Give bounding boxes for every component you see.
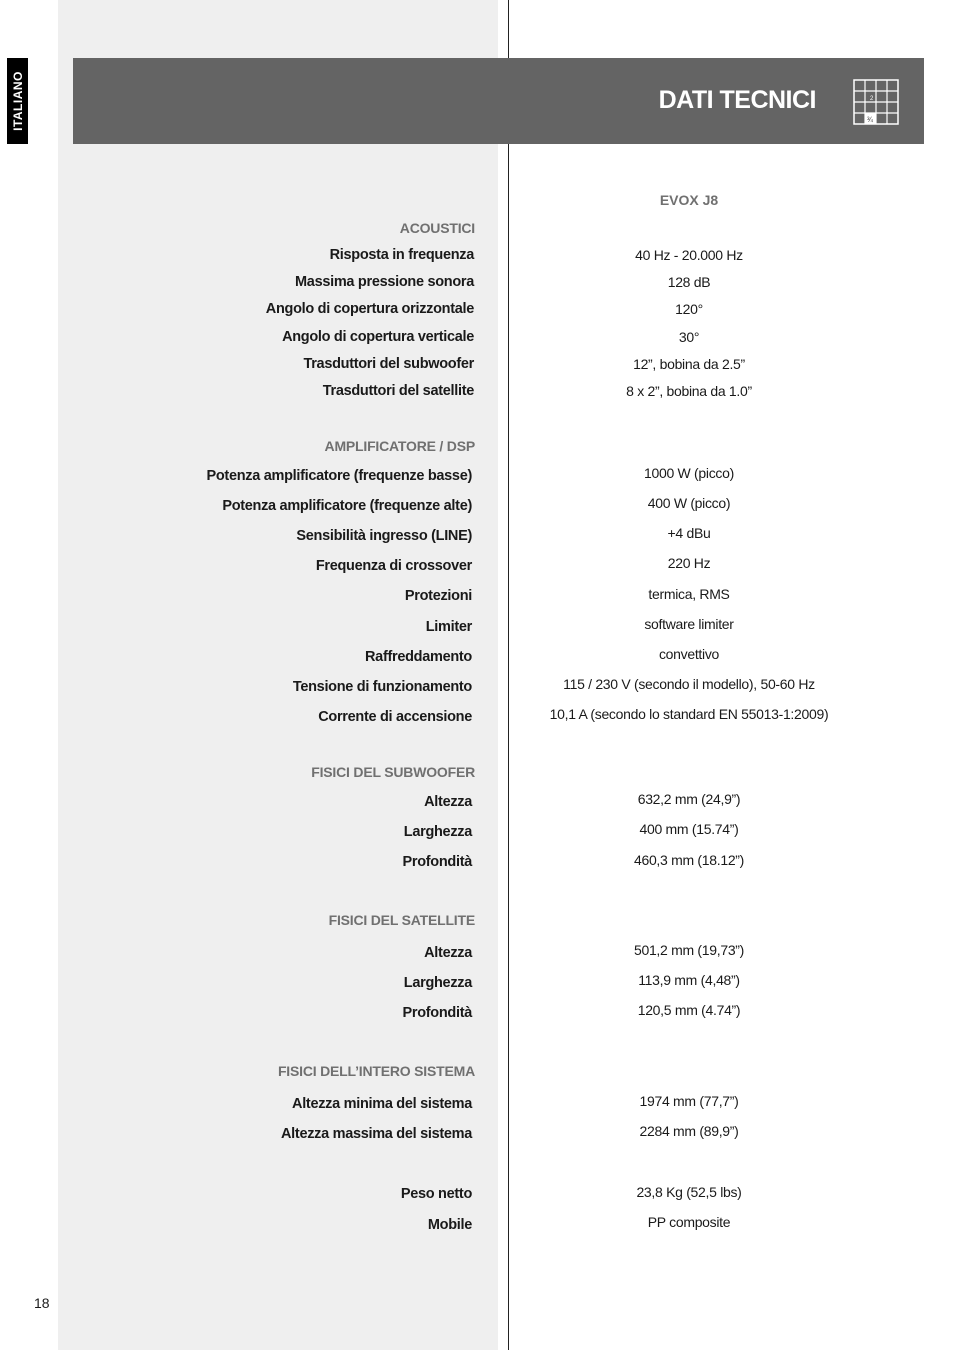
spec-value: 501,2 mm (19,73”) [633, 942, 745, 958]
spec-label: Sensibilità ingresso (LINE) [296, 528, 472, 544]
spec-label: Mobile [427, 1217, 472, 1233]
spec-value: 2284 mm (89,9”) [639, 1123, 739, 1139]
spec-label: Trasduttori del subwoofer [303, 356, 474, 372]
spec-value: 128 dB [667, 274, 711, 290]
spec-value: 23,8 Kg (52,5 lbs) [636, 1184, 742, 1200]
page-number: 18 [34, 1295, 50, 1311]
left-column-background [58, 0, 498, 1350]
spec-value: 120,5 mm (4.74”) [637, 1002, 741, 1018]
grid-table-icon [853, 79, 899, 125]
spec-label: Risposta in frequenza [329, 247, 474, 263]
spec-value: 632,2 mm (24,9”) [637, 791, 741, 807]
grid-icon-mark-1: 2 [870, 96, 874, 102]
spec-value: 400 W (picco) [647, 495, 731, 511]
spec-label: Angolo di copertura verticale [282, 329, 474, 345]
spec-label: Limiter [425, 619, 472, 635]
spec-value: 220 Hz [667, 555, 711, 571]
section-title-sistema: FISICI DELL’INTERO SISTEMA [277, 1063, 475, 1079]
spec-value: 120° [675, 301, 703, 317]
spec-value: 40 Hz - 20.000 Hz [635, 247, 743, 263]
spec-label: Protezioni [404, 588, 472, 604]
spec-value: 30° [678, 329, 700, 345]
spec-value: 12”, bobina da 2.5” [633, 356, 745, 372]
spec-label: Altezza minima del sistema [292, 1096, 472, 1112]
spec-value: 460,3 mm (18.12”) [633, 852, 745, 868]
model-name: EVOX J8 [659, 192, 719, 208]
spec-label: Tensione di funzionamento [292, 679, 472, 695]
grid-icon-mark-2: ¾ [867, 117, 873, 124]
section-title-satellite: FISICI DEL SATELLITE [328, 912, 475, 928]
language-tab-label: ITALIANO [10, 71, 25, 131]
spec-label: Larghezza [403, 975, 472, 991]
spec-value: 113,9 mm (4,48”) [638, 972, 740, 988]
spec-label: Potenza amplificatore (frequenze basse) [206, 468, 472, 484]
spec-value: convettivo [658, 646, 720, 662]
spec-value: 10,1 A (secondo lo standard EN 55013-1:2009) [549, 706, 829, 722]
spec-label: Profondità [402, 1005, 472, 1021]
spec-value: 1000 W (picco) [644, 465, 734, 481]
column-divider [508, 0, 509, 1350]
section-title-amplificatore: AMPLIFICATORE / DSP [324, 438, 475, 454]
section-title-acoustici: ACOUSTICI [399, 220, 475, 236]
section-title-subwoofer: FISICI DEL SUBWOOFER [311, 764, 475, 780]
spec-value: termica, RMS [648, 586, 730, 602]
spec-label: Corrente di accensione [318, 709, 472, 725]
spec-value: software limiter [644, 616, 734, 632]
page-title: DATI TECNICI [658, 86, 816, 114]
spec-label: Frequenza di crossover [315, 558, 472, 574]
spec-label: Raffreddamento [365, 649, 472, 665]
header-band [73, 58, 924, 144]
spec-value: +4 dBu [667, 525, 711, 541]
spec-label: Angolo di copertura orizzontale [265, 301, 474, 317]
spec-value: 1974 mm (77,7”) [639, 1093, 739, 1109]
spec-value: 400 mm (15.74”) [639, 821, 739, 837]
spec-label: Potenza amplificatore (frequenze alte) [222, 498, 472, 514]
spec-label: Altezza [424, 794, 472, 810]
spec-value: 115 / 230 V (secondo il modello), 50-60 Hz [563, 676, 815, 692]
spec-label: Altezza [424, 945, 472, 961]
spec-label: Altezza massima del sistema [281, 1126, 472, 1142]
spec-label: Profondità [402, 854, 472, 870]
spec-label: Larghezza [403, 824, 472, 840]
spec-label: Massima pressione sonora [295, 274, 474, 290]
spec-value: PP composite [647, 1214, 731, 1230]
spec-label: Peso netto [400, 1186, 472, 1202]
spec-value: 8 x 2”, bobina da 1.0” [626, 383, 752, 399]
spec-label: Trasduttori del satellite [322, 383, 474, 399]
language-tab [7, 58, 28, 144]
